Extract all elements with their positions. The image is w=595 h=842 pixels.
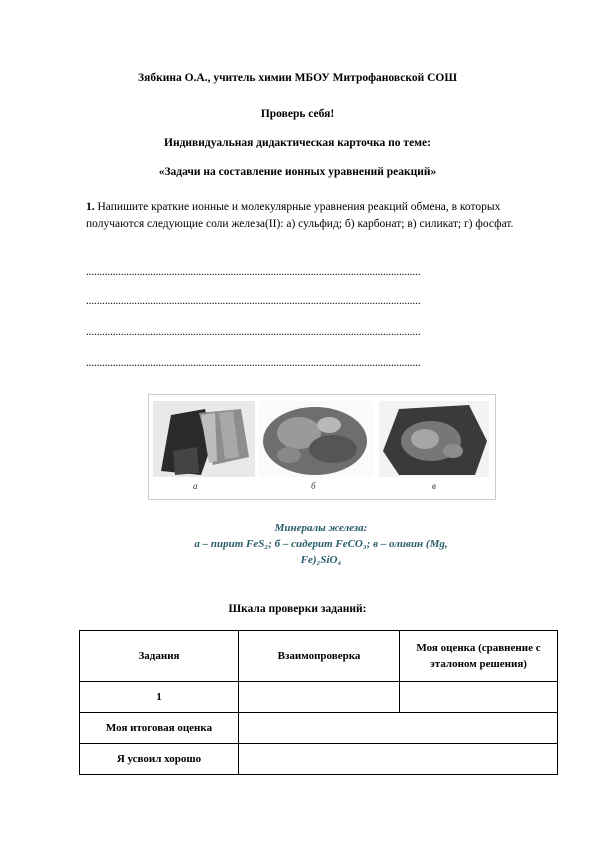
- minerals-photo-strip: [148, 394, 496, 500]
- siderite-photo: [259, 401, 373, 477]
- peer-check-cell[interactable]: [239, 682, 400, 713]
- label-a: а: [193, 481, 198, 491]
- final-grade-label: Моя итоговая оценка: [80, 713, 239, 744]
- label-v: в: [432, 481, 436, 491]
- answer-line-1: .............................................................................................................................: [86, 266, 421, 278]
- author-line: Зябкина О.А., учитель химии МБОУ Митрофановской СОШ: [138, 72, 457, 84]
- answer-line-4: .............................................................................................................................: [86, 357, 421, 369]
- header-tasks: Задания: [80, 631, 239, 682]
- my-grade-cell[interactable]: [400, 682, 558, 713]
- answer-line-3: .............................................................................................................................: [86, 326, 421, 338]
- scale-title: Шкала проверки заданий:: [228, 603, 367, 615]
- task-text: Напишите краткие ионные и молекулярные уравнения реакций обмена, в которых получаются следующие соли железа(II): а) сульфид; б) карбонат; в) силикат; г) фосфат.: [86, 201, 514, 230]
- answer-line-2: .............................................................................................................................: [86, 295, 421, 307]
- task-number-cell: 1: [80, 682, 239, 713]
- pyrite-photo: [153, 401, 255, 477]
- topic-title: «Задачи на составление ионных уравнений реакций»: [158, 166, 437, 178]
- table-row: [80, 744, 558, 775]
- card-title: Индивидуальная дидактическая карточка по теме:: [164, 137, 431, 149]
- final-grade-cell[interactable]: [239, 713, 558, 744]
- assessment-table: [79, 630, 558, 775]
- header-my-grade: Моя оценка (сравнение с эталоном решения): [400, 631, 558, 682]
- minerals-caption: [148, 520, 494, 568]
- table-row: [80, 713, 558, 744]
- check-yourself-title: Проверь себя!: [260, 108, 335, 120]
- caption-line-1: Минералы железа:: [274, 522, 368, 534]
- task-1: [86, 199, 546, 233]
- label-b: б: [311, 481, 316, 491]
- learned-well-label: Я усвоил хорошо: [80, 744, 239, 775]
- header-peer-check: Взаимопроверка: [239, 631, 400, 682]
- learned-well-cell[interactable]: [239, 744, 558, 775]
- caption-line-3: Fe)₂SiO₄: [300, 554, 342, 566]
- task-number: 1.: [86, 201, 95, 213]
- olivine-photo: [379, 401, 489, 477]
- table-row: [80, 682, 558, 713]
- caption-line-2: а – пирит FeS₂; б – сидерит FeCO₃; в – оливин (Mg,: [194, 538, 448, 550]
- table-header-row: [80, 631, 558, 682]
